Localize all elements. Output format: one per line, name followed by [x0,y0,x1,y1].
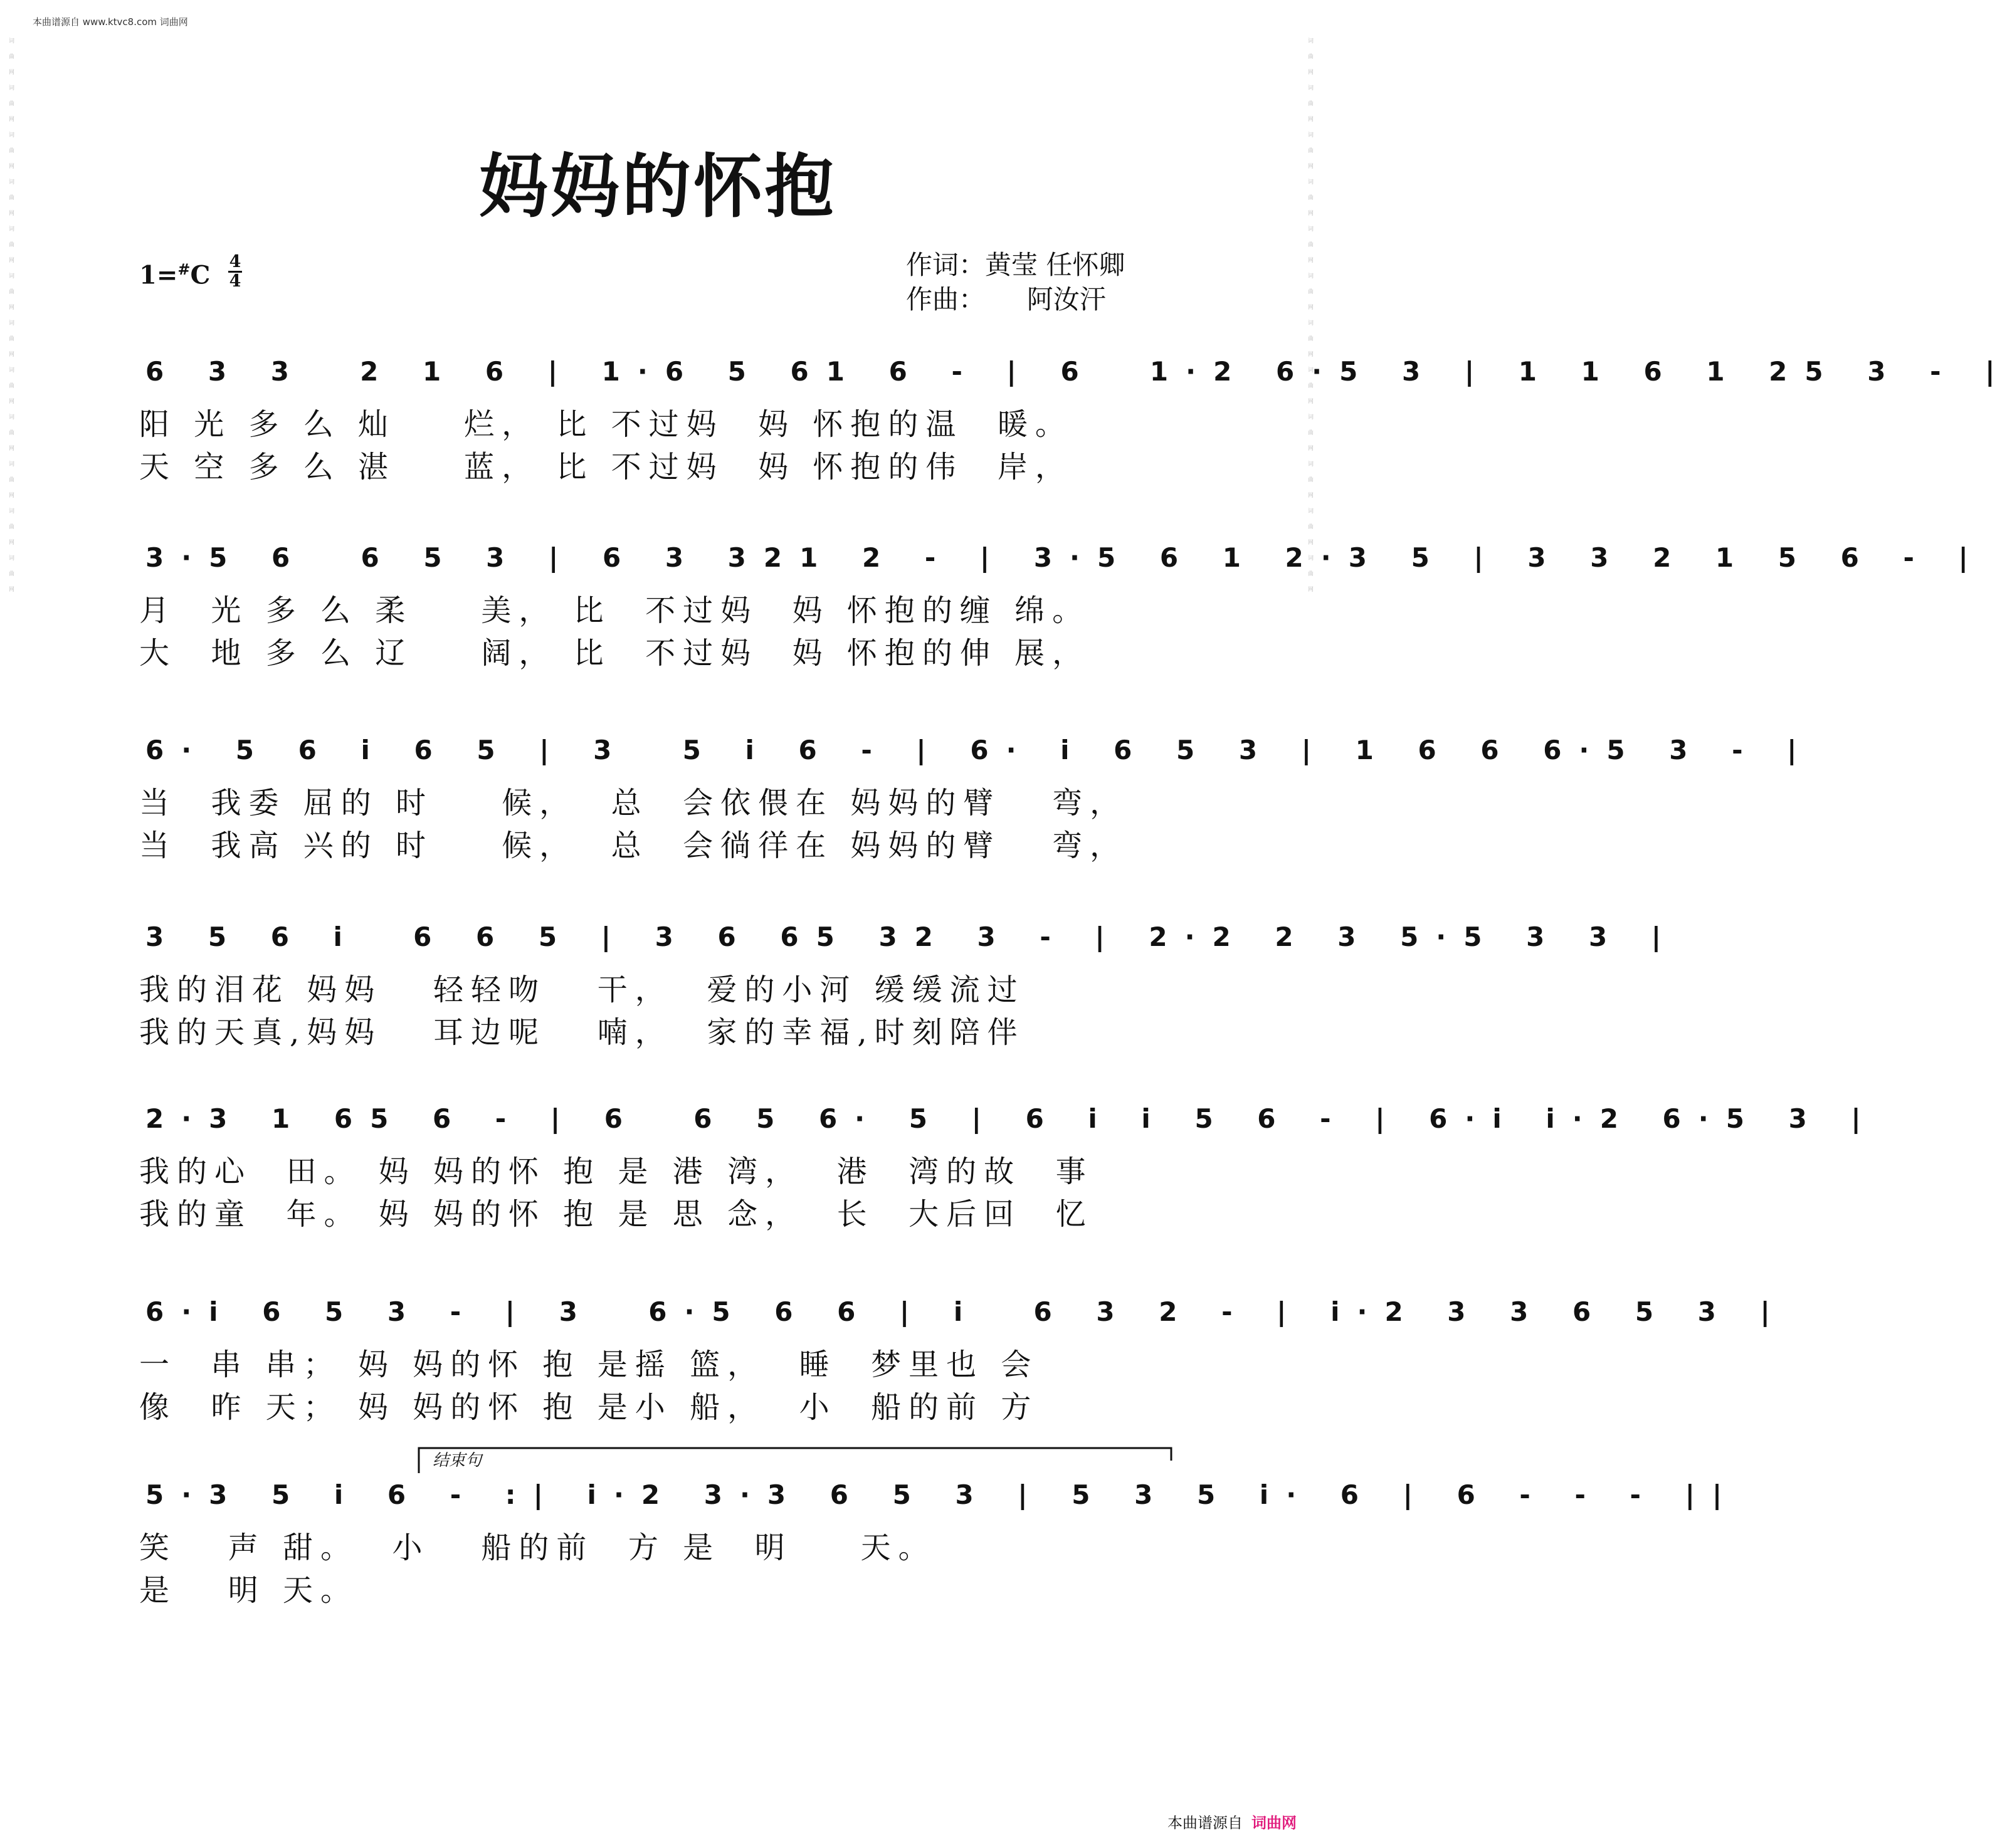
lyric-verse-2: 像 昨 天； 妈 妈的怀 抱 是小 船， 小 船的前 方 [139,1390,1039,1425]
notation-line: 6· 5 6 i 6 5 | 3 5 i 6 - | 6· i 6 5 3 | 1 6 6 6·5 3 - | [145,735,1814,765]
notation-line: 6·i 6 5 3 - | 3 6·5 6 6 | i 6 3 2 - | i·2 3 3 6 5 3 | [145,1296,1788,1327]
source-watermark: 本曲谱源自 www.ktvc8.com 词曲网 [33,16,188,28]
lyric-verse-2: 我的童 年。 妈 妈的怀 抱 是 思 念， 长 大后回 忆 [139,1197,1093,1232]
sharp-sign: # [177,260,191,278]
lyric-verse-1: 我的泪花 妈妈 轻轻吻 干， 爱的小河 缓缓流过 [139,972,1025,1007]
watermark-site-name: 词曲网 [1251,1814,1297,1832]
notation-line: 5·3 5 i 6 - :| i·2 3·3 6 5 3 | 5 3 5 i· 6 | 6 - - - || [145,1479,1740,1510]
side-watermark-right: 词曲网词曲网词曲网词曲网词曲网词曲网词曲网词曲网词曲网词曲网词曲网词曲网 [1307,38,1313,602]
composer-credit: 作曲： 阿汝汗 [906,284,1106,315]
key-note: C [190,260,211,290]
side-watermark-left: 词曲网词曲网词曲网词曲网词曲网词曲网词曲网词曲网词曲网词曲网词曲网词曲网 [8,38,14,602]
notation-line: 3 5 6 i 6 6 5 | 3 6 65 32 3 - | 2·2 2 3 5·5 3 3 | [145,921,1679,952]
lyric-verse-2: 是 明 天。 [139,1573,359,1608]
lyric-verse-1: 我的心 田。 妈 妈的怀 抱 是 港 湾， 港 湾的故 事 [139,1154,1093,1189]
lyric-verse-2: 天 空 多 么 湛 蓝， 比 不过妈 妈 怀抱的伟 岸， [139,449,1073,485]
watermark-source-text: 本曲谱源自 [1167,1814,1243,1832]
meter-bottom: 4 [229,271,241,291]
lyric-verse-2: 大 地 多 么 辽 阔， 比 不过妈 妈 怀抱的伸 展， [139,636,1090,671]
notation-line: 3·5 6 6 5 3 | 6 3 321 2 - | 3·5 6 1 2·3 5 | 3 3 2 1 5 6 - | [145,542,1986,573]
notation-line: 2·3 1 65 6 - | 6 6 5 6· 5 | 6 i i 5 6 - | 6·i i·2 6·5 3 | [145,1103,1878,1134]
lyricist-credit: 作词：黄莹 任怀卿 [906,249,1125,280]
lyric-verse-1: 月 光 多 么 柔 美， 比 不过妈 妈 怀抱的缠 绵。 [139,593,1090,628]
lyric-verse-2: 当 我高 兴的 时 候， 总 会徜徉在 妈妈的臂 弯， [139,828,1128,863]
lyric-verse-1: 一 串 串； 妈 妈的怀 抱 是摇 篮， 睡 梦里也 会 [139,1347,1039,1382]
meter-top: 4 [229,252,241,271]
lyric-verse-2: 我的天真,妈妈 耳边呢 喃， 家的幸福,时刻陪伴 [139,1015,1025,1050]
key-prefix: 1= [139,260,178,290]
lyric-verse-1: 笑 声 甜。 小 船的前 方 是 明 天。 [139,1530,936,1565]
lyric-verse-1: 当 我委 屈的 时 候， 总 会依偎在 妈妈的臂 弯， [139,785,1128,821]
lyric-verse-1: 阳 光 多 么 灿 烂， 比 不过妈 妈 怀抱的温 暖。 [139,407,1073,442]
notation-line: 6 3 3 2 1 6 | 1·6 5 61 6 - | 6 1·2 6·5 3 | 1 1 6 1 25 3 - | [145,356,2012,387]
ending-label: 结束句 [433,1451,482,1470]
song-title: 妈妈的怀抱 [479,146,836,227]
